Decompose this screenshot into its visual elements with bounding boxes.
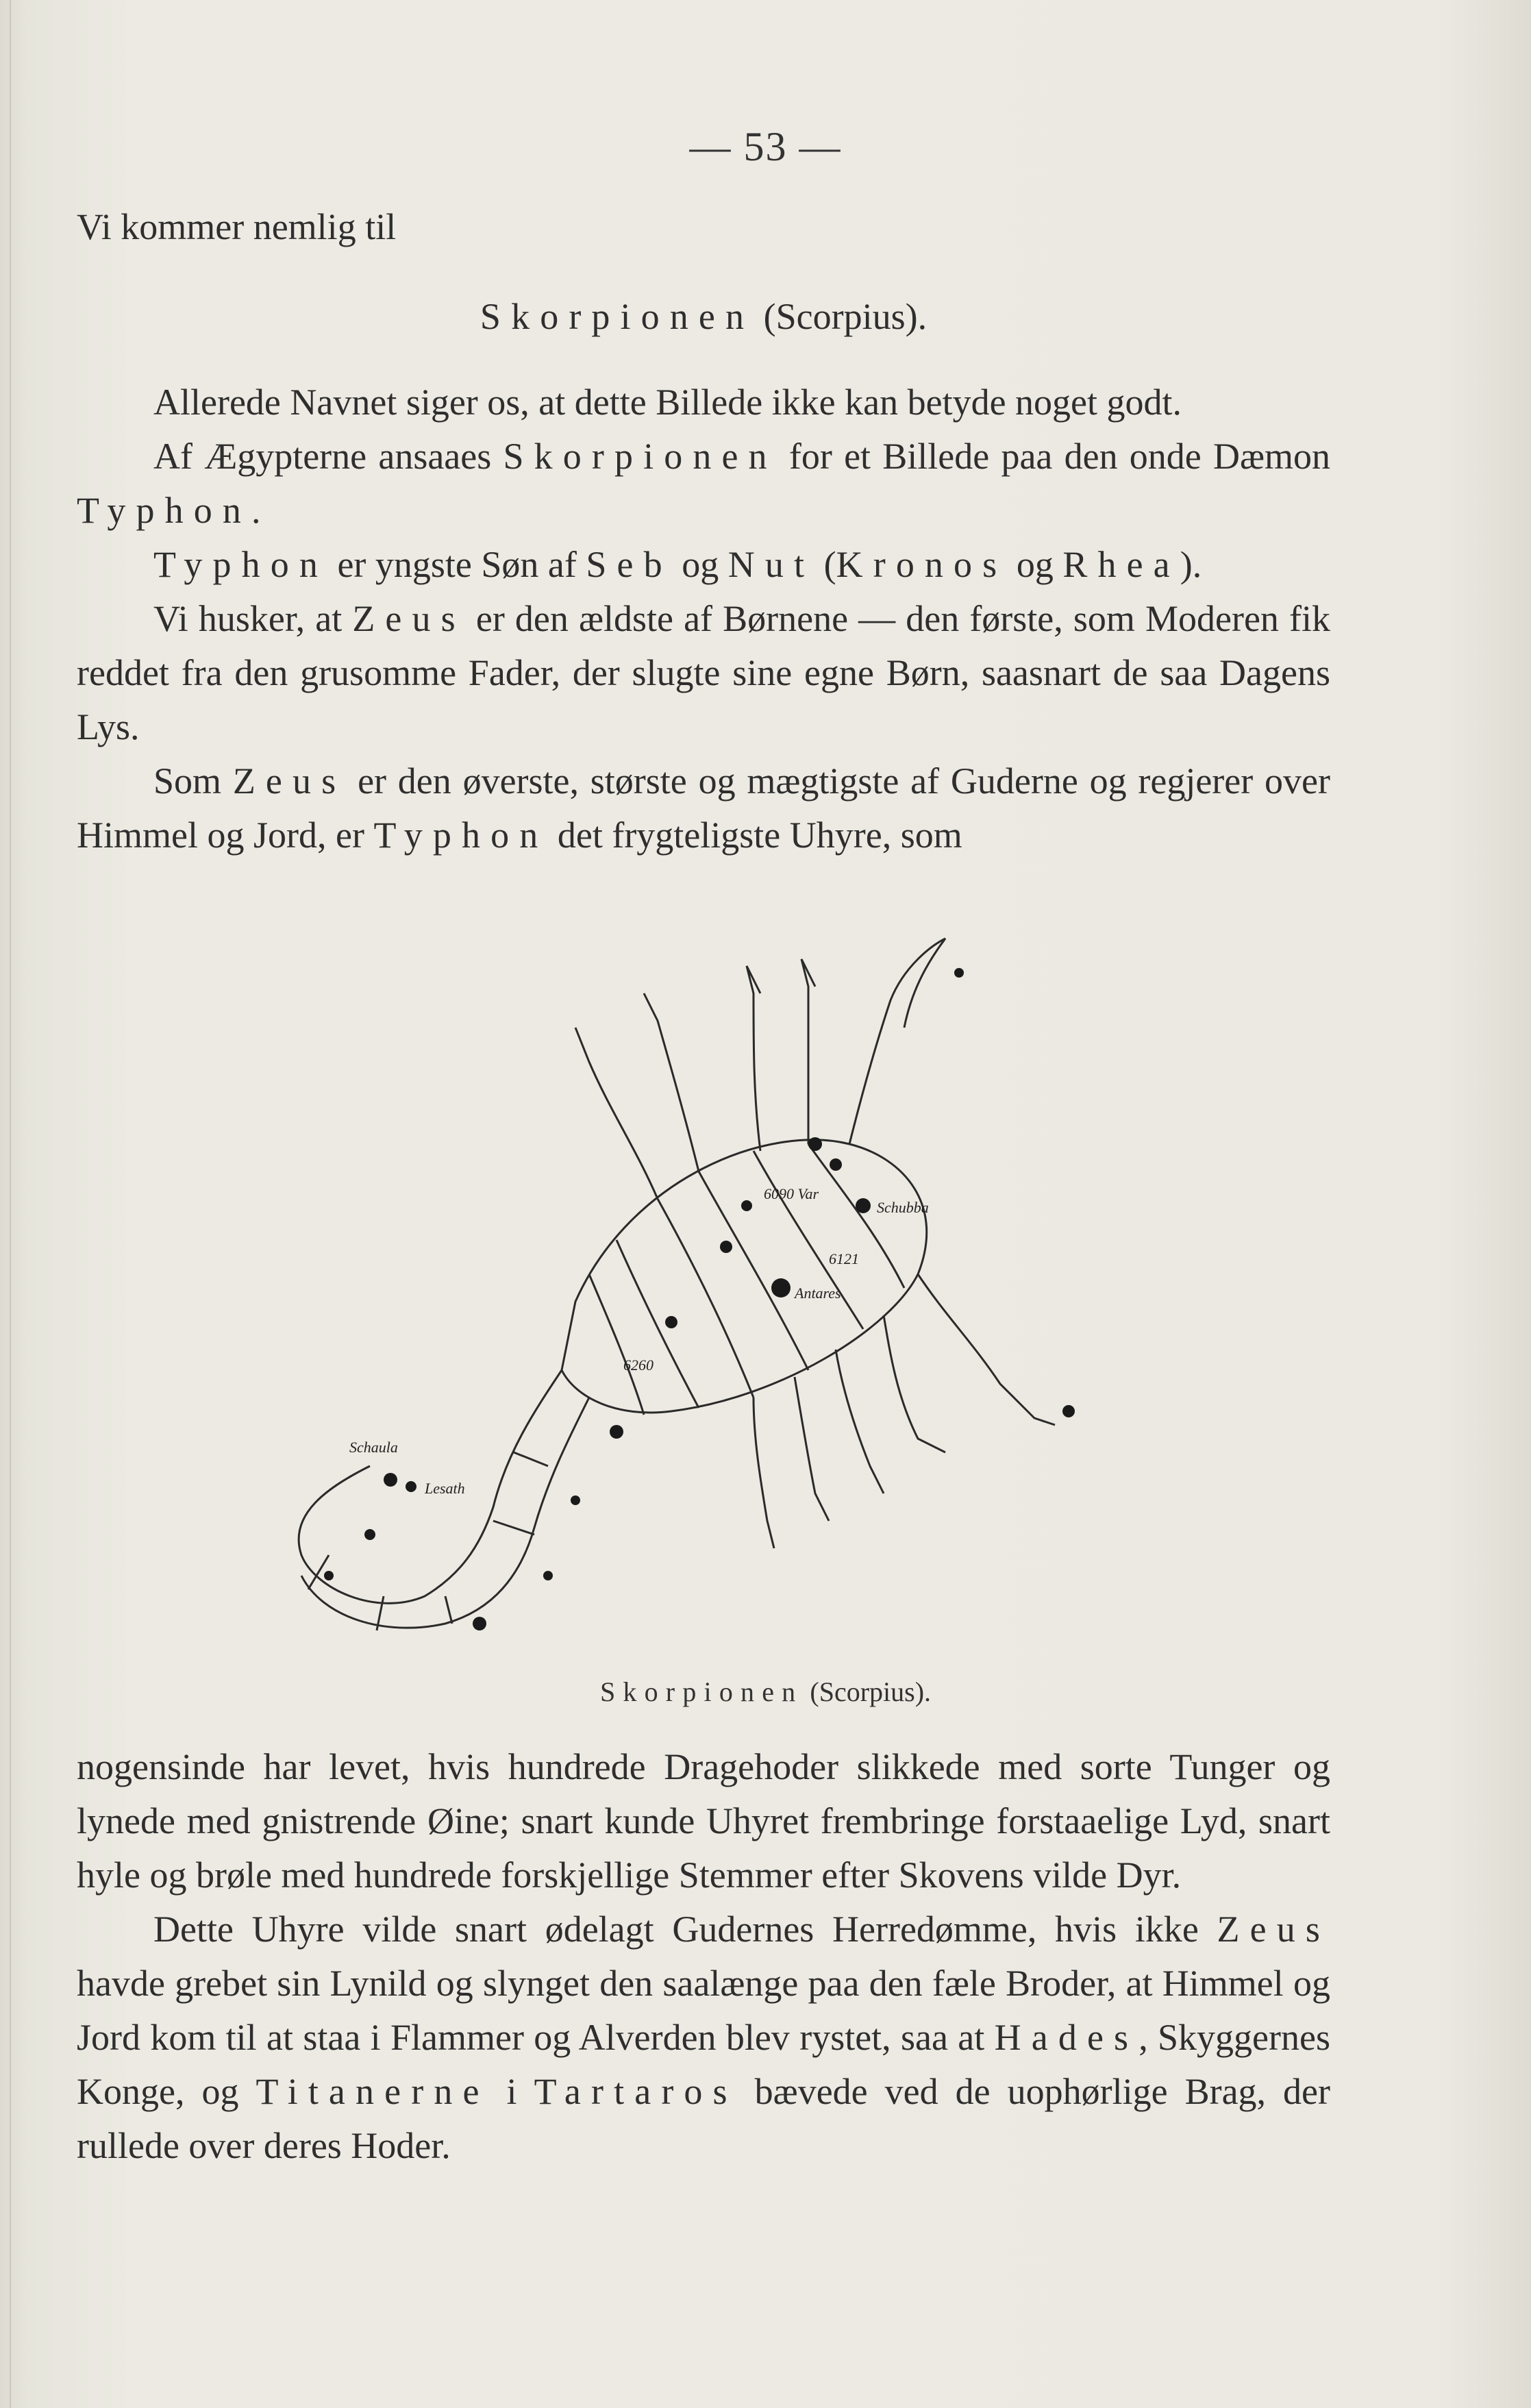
p8-spaced: Zeus (1217, 1909, 1330, 1950)
p3-b: for et Billede paa den onde Dæmon (777, 436, 1330, 477)
label-6090: 6090 Var (764, 1185, 819, 1202)
paragraph-2: Allerede Navnet siger os, at dette Billede ikke kan betyde noget godt. (153, 382, 1182, 423)
p8-b: havde grebet sin Lynild og slynget den saalænge paa den fæle Broder, at Himmel og Jord kom til at staa i Flammer og Alverden blev rystet, saa at (77, 1963, 1330, 2058)
p6-b: er den øverste, største og mægtigste af Guderne og regjerer over Himmel og Jord, er (77, 760, 1330, 856)
p4-s4: Kronos (836, 544, 1008, 585)
p4-d: og (1007, 544, 1063, 585)
p3-spaced2: Typhon (77, 490, 251, 531)
caption-rest: (Scorpius). (803, 1676, 932, 1707)
p3-spaced: Skorpionen (503, 436, 777, 477)
p4-e: ). (1180, 544, 1202, 585)
label-schaula: Schaula (349, 1439, 398, 1456)
p4-s5: Rhea (1062, 544, 1180, 585)
p6-c: det frygteligste Uhyre, som (548, 815, 962, 856)
p4-spaced: Typhon (153, 544, 328, 585)
caption-spaced: Skorpionen (599, 1676, 804, 1707)
p3-a: Af Ægypterne ansaaes (153, 436, 503, 477)
p8-spaced2: Hades (994, 2017, 1139, 2058)
heading-spaced: Skorpionen (480, 296, 755, 337)
p6-spaced: Zeus (232, 760, 347, 802)
paragraph-6 (77, 754, 1330, 862)
p3-c: . (251, 490, 261, 531)
right-claw (849, 939, 945, 1144)
label-schubba: Schubba (877, 1199, 929, 1216)
label-6260: 6260 (623, 1356, 654, 1374)
page-number: — 53 — (689, 124, 842, 169)
p4-s2: Seb (586, 544, 673, 585)
scorpion-illustration (288, 918, 1137, 1658)
p5-a: Vi husker, at (153, 598, 353, 639)
p4-b: og (672, 544, 728, 585)
page-edge (10, 0, 11, 2408)
p8-spaced4: Tartaros (534, 2071, 738, 2112)
p5-spaced: Zeus (352, 598, 466, 639)
label-lesath: Lesath (425, 1480, 465, 1497)
upper-text (77, 200, 1330, 862)
scorpion-body (562, 1140, 927, 1413)
p4-c: ( (814, 544, 836, 585)
p6-a: Som (153, 760, 233, 802)
p8-e: bævede ved de uophørlige Brag, der rullede over deres Hoder. (77, 2071, 1330, 2166)
p8-spaced3: Titanerne (256, 2071, 490, 2112)
label-antares: Antares (795, 1284, 841, 1302)
star-marker (808, 1137, 822, 1151)
paragraph-8 (77, 1902, 1330, 2173)
paragraph-3 (77, 430, 1330, 538)
p8-d: i (489, 2071, 534, 2112)
label-6121: 6121 (829, 1250, 859, 1267)
paragraph-4 (77, 538, 1330, 592)
p8-a: Dette Uhyre vilde snart ødelagt Gudernes Herredømme, hvis ikke (153, 1909, 1217, 1950)
heading-rest: (Scorpius). (754, 296, 928, 337)
p4-a: er yngste Søn af (327, 544, 586, 585)
paragraph-7: nogensinde har levet, hvis hundrede Dragehoder slikkede med sorte Tunger og lynede med gnistrende Øine; snart kunde Uhyret frembringe forstaaelige Lyd, snart hyle og brøle med hundrede forskjellige Stemmer efter Skovens vilde Dyr. (77, 1746, 1330, 1896)
paragraph-5 (77, 592, 1330, 754)
section-heading (77, 290, 1330, 344)
p8-c: , Skyggernes Konge, og (77, 2017, 1330, 2112)
figure-caption (0, 1676, 1531, 1708)
p4-s3: Nut (727, 544, 815, 585)
p5-b: er den ældste af Børnene — den første, som Moderen fik reddet fra den grusomme Fader, der slugte sine egne Børn, saasnart de saa Dagens Lys. (77, 598, 1331, 747)
paragraph-1: Vi kommer nemlig til (77, 206, 397, 247)
lower-text (77, 1740, 1330, 2173)
p6-spaced2: Typhon (373, 815, 549, 856)
